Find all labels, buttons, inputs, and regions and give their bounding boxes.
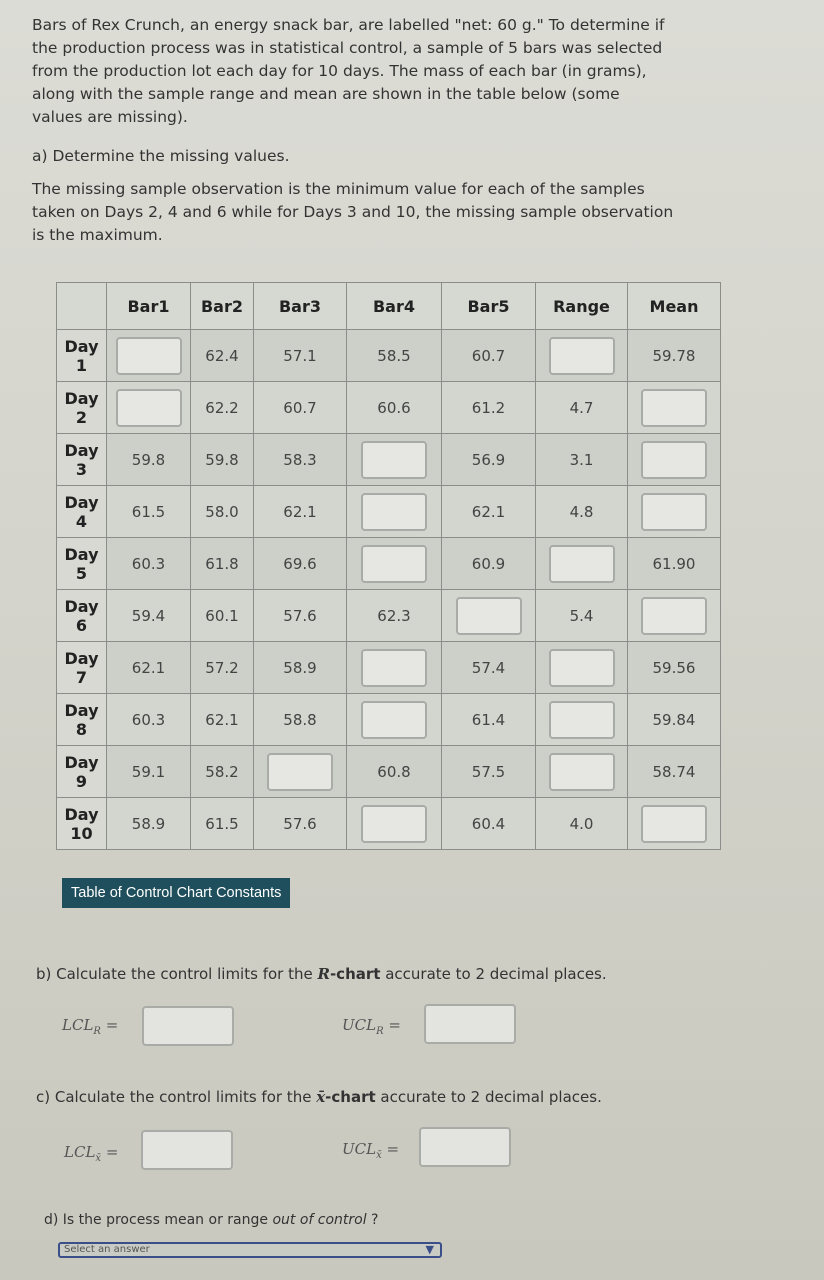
day-number: 9 [75,771,88,791]
table-row [57,538,721,590]
cell-value: 4.8 [569,502,594,521]
part-a-description: The missing sample observation is the minimum value for each of the samples taken on Days 2, 4 and 6 while for Days 3 and 10, the missing sample observation is the maximum. [32,180,674,244]
table-cell [191,746,254,798]
control-chart-constants-button[interactable]: Table of Control Chart Constants [62,878,290,908]
answer-select[interactable] [58,1242,442,1258]
part-b-text-end: accurate to 2 decimal places. [380,965,607,983]
part-c-xbar-symbol: x̄ [316,1088,326,1106]
table-cell [347,590,442,642]
cell-value: 60.7 [471,346,506,365]
table-cell [107,694,191,746]
table-cell [347,434,442,486]
cell-value: 60.6 [377,398,411,417]
answer-input[interactable] [641,441,707,479]
table-cell [628,642,721,694]
day-word: Day [64,440,99,460]
day-number: 7 [75,667,88,687]
lcl-r-input[interactable] [142,1006,234,1046]
cell-value: 62.3 [377,606,411,625]
cell-value: 59.1 [131,762,166,781]
answer-input[interactable] [361,441,427,479]
column-header: Range [536,283,628,330]
table-cell [107,434,191,486]
day-label [57,798,107,850]
cell-value: 58.74 [652,762,696,781]
column-header: Bar3 [254,283,347,330]
table-cell [536,382,628,434]
cell-value: 56.9 [471,450,506,469]
table-cell [628,382,721,434]
table-cell [442,642,536,694]
part-c-text: c) Calculate the control limits for the [36,1088,317,1106]
cell-value: 60.9 [471,554,506,573]
column-header: Bar5 [442,283,536,330]
table-cell [107,538,191,590]
table-cell [107,590,191,642]
cell-value: 61.4 [471,710,506,729]
day-label [57,642,107,694]
table-cell [442,434,536,486]
part-d-question [44,1212,379,1228]
answer-input[interactable] [549,337,615,375]
answer-input[interactable] [641,597,707,635]
part-d-text-end: ? [366,1212,379,1228]
answer-input[interactable] [361,545,427,583]
cell-value: 57.4 [471,658,506,677]
cell-value: 62.2 [205,398,239,417]
day-word: Day [64,388,99,408]
table-cell [347,330,442,382]
cell-value: 61.8 [205,554,239,573]
cell-value: 59.56 [652,658,696,677]
table-cell [254,642,347,694]
table-cell [536,798,628,850]
day-label [57,330,107,382]
table-header-row [57,283,721,330]
day-word: Day [64,700,99,720]
table-cell [191,642,254,694]
table-cell [628,798,721,850]
answer-input[interactable] [267,753,333,791]
answer-input[interactable] [549,701,615,739]
table-cell [254,798,347,850]
cell-value: 59.8 [205,450,239,469]
answer-input[interactable] [641,805,707,843]
part-c-text-end: accurate to 2 decimal places. [375,1088,602,1106]
day-label [57,382,107,434]
lcl-xbar-input[interactable] [141,1130,233,1170]
cell-value: 60.1 [205,606,239,625]
table-cell [191,694,254,746]
answer-input[interactable] [361,649,427,687]
table-cell [536,330,628,382]
cell-value: 60.4 [471,814,506,833]
table-cell [107,746,191,798]
answer-input[interactable] [361,701,427,739]
part-b-question: b) Calculate the control limits for the R-chart accurate to 2 decimal places. [36,965,607,983]
answer-input[interactable] [641,493,707,531]
day-word: Day [64,336,99,356]
cell-value: 59.78 [652,346,696,365]
cell-value: 62.1 [471,502,506,521]
table-cell [254,746,347,798]
ucl-r-input[interactable] [424,1004,516,1044]
table-row [57,434,721,486]
table-row [57,642,721,694]
answer-input[interactable] [116,337,182,375]
day-label [57,486,107,538]
cell-value: 59.84 [652,710,696,729]
lcl-xbar-label: $LCL_{x̄}$ = [64,1143,119,1164]
cell-value: 61.90 [652,554,696,573]
table-cell [107,382,191,434]
table-row [57,590,721,642]
table-row [57,746,721,798]
day-number: 5 [75,563,88,583]
table-cell [442,538,536,590]
column-header: Bar2 [191,283,254,330]
cell-value: 58.8 [283,710,317,729]
day-number: 1 [75,355,88,375]
answer-select-placeholder: Select an answer [64,1244,150,1255]
day-word: Day [64,804,99,824]
ucl-r-label: $UCL_R$ = [342,1016,401,1037]
table-cell [347,538,442,590]
table-cell [107,798,191,850]
table-cell [442,798,536,850]
table-cell [347,642,442,694]
table-cell [442,486,536,538]
cell-value: 4.7 [569,398,594,417]
table-row [57,486,721,538]
table-cell [254,538,347,590]
cell-value: 58.9 [283,658,317,677]
table-cell [254,330,347,382]
table-cell [536,434,628,486]
table-cell [628,538,721,590]
answer-input[interactable] [456,597,522,635]
cell-value: 58.2 [205,762,239,781]
column-header: Mean [628,283,721,330]
part-b-r-symbol: R [317,965,330,983]
table-cell [191,434,254,486]
cell-value: 57.6 [283,814,317,833]
table-cell [107,642,191,694]
day-word: Day [64,752,99,772]
day-label [57,590,107,642]
day-number: 4 [75,511,88,531]
cell-value: 60.3 [131,710,166,729]
column-header: Bar1 [107,283,191,330]
answer-input[interactable] [549,753,615,791]
cell-value: 5.4 [569,606,594,625]
day-label [57,694,107,746]
day-number: 6 [75,615,88,635]
table-row [57,382,721,434]
cell-value: 61.5 [131,502,166,521]
table-cell [347,382,442,434]
table-cell [254,694,347,746]
cell-value: 61.2 [471,398,506,417]
day-number: 2 [75,407,88,427]
cell-value: 62.4 [205,346,239,365]
chevron-down-icon: ▼ [425,1243,434,1256]
table-cell [442,590,536,642]
lcl-r-label: $LCL_R$ = [62,1016,119,1037]
part-d-emphasis: out of control [272,1212,367,1228]
table-cell [254,590,347,642]
table-cell [536,538,628,590]
part-c-question: c) Calculate the control limits for the x̄-chart accurate to 2 decimal places. [36,1088,602,1106]
cell-value: 59.4 [131,606,166,625]
cell-value: 62.1 [131,658,166,677]
answer-input[interactable] [549,649,615,687]
table-row [57,330,721,382]
table-cell [254,382,347,434]
cell-value: 59.8 [131,450,166,469]
cell-value: 57.2 [205,658,239,677]
cell-value: 4.0 [569,814,594,833]
table-cell [347,486,442,538]
table-cell [107,330,191,382]
day-word: Day [64,492,99,512]
cell-value: 62.1 [205,710,239,729]
table-cell [536,694,628,746]
table-cell [628,330,721,382]
answer-input[interactable] [549,545,615,583]
data-table [56,282,721,850]
column-header: Bar4 [347,283,442,330]
table-cell [191,486,254,538]
table-cell [107,486,191,538]
cell-value: 58.5 [377,346,411,365]
part-d-text: d) Is the process mean or range [44,1212,273,1228]
table-row [57,694,721,746]
table-cell [442,330,536,382]
day-label [57,746,107,798]
cell-value: 61.5 [205,814,239,833]
cell-value: 69.6 [283,554,317,573]
day-number: 3 [75,459,88,479]
answer-input[interactable] [361,493,427,531]
answer-input[interactable] [361,805,427,843]
table-cell [628,694,721,746]
day-number: 8 [75,719,88,739]
answer-input[interactable] [116,389,182,427]
cell-value: 57.6 [283,606,317,625]
table-cell [254,434,347,486]
cell-value: 60.3 [131,554,166,573]
day-label [57,434,107,486]
cell-value: 60.7 [283,398,317,417]
cell-value: 57.1 [283,346,317,365]
table-cell [536,590,628,642]
part-b-text: b) Calculate the control limits for the [36,965,318,983]
table-cell [191,798,254,850]
cell-value: 3.1 [569,450,594,469]
cell-value: 57.5 [471,762,506,781]
table-cell [191,538,254,590]
table-cell [442,382,536,434]
table-cell [191,382,254,434]
cell-value: 58.9 [131,814,166,833]
table-cell [347,798,442,850]
answer-input[interactable] [641,389,707,427]
day-label [57,538,107,590]
day-number: 10 [70,823,93,843]
table-cell [536,746,628,798]
table-cell [347,694,442,746]
table-row [57,798,721,850]
header-corner [57,283,107,330]
table-cell [628,434,721,486]
cell-value: 58.0 [205,502,239,521]
table-cell [628,746,721,798]
table-cell [442,746,536,798]
table-cell [628,486,721,538]
table-cell [254,486,347,538]
problem-intro: Bars of Rex Crunch, an energy snack bar, are labelled "net: 60 g." To determine if the production process was in statistical control, a sample of 5 bars was selected from the production lot each day for 10 days. The mass of each bar (in grams), along with the sample range and mean are shown in the table below (some values are missing). [32,16,665,126]
part-a-title: a) Determine the missing values. [32,147,290,165]
table-cell [536,486,628,538]
table-cell [347,746,442,798]
table-cell [442,694,536,746]
table-cell [191,590,254,642]
cell-value: 62.1 [283,502,317,521]
day-word: Day [64,596,99,616]
table-cell [536,642,628,694]
cell-value: 58.3 [283,450,317,469]
day-word: Day [64,544,99,564]
ucl-xbar-input[interactable] [419,1127,511,1167]
table-cell [628,590,721,642]
ucl-xbar-label: $UCL_{x̄}$ = [342,1140,400,1161]
day-word: Day [64,648,99,668]
cell-value: 60.8 [377,762,411,781]
table-cell [191,330,254,382]
